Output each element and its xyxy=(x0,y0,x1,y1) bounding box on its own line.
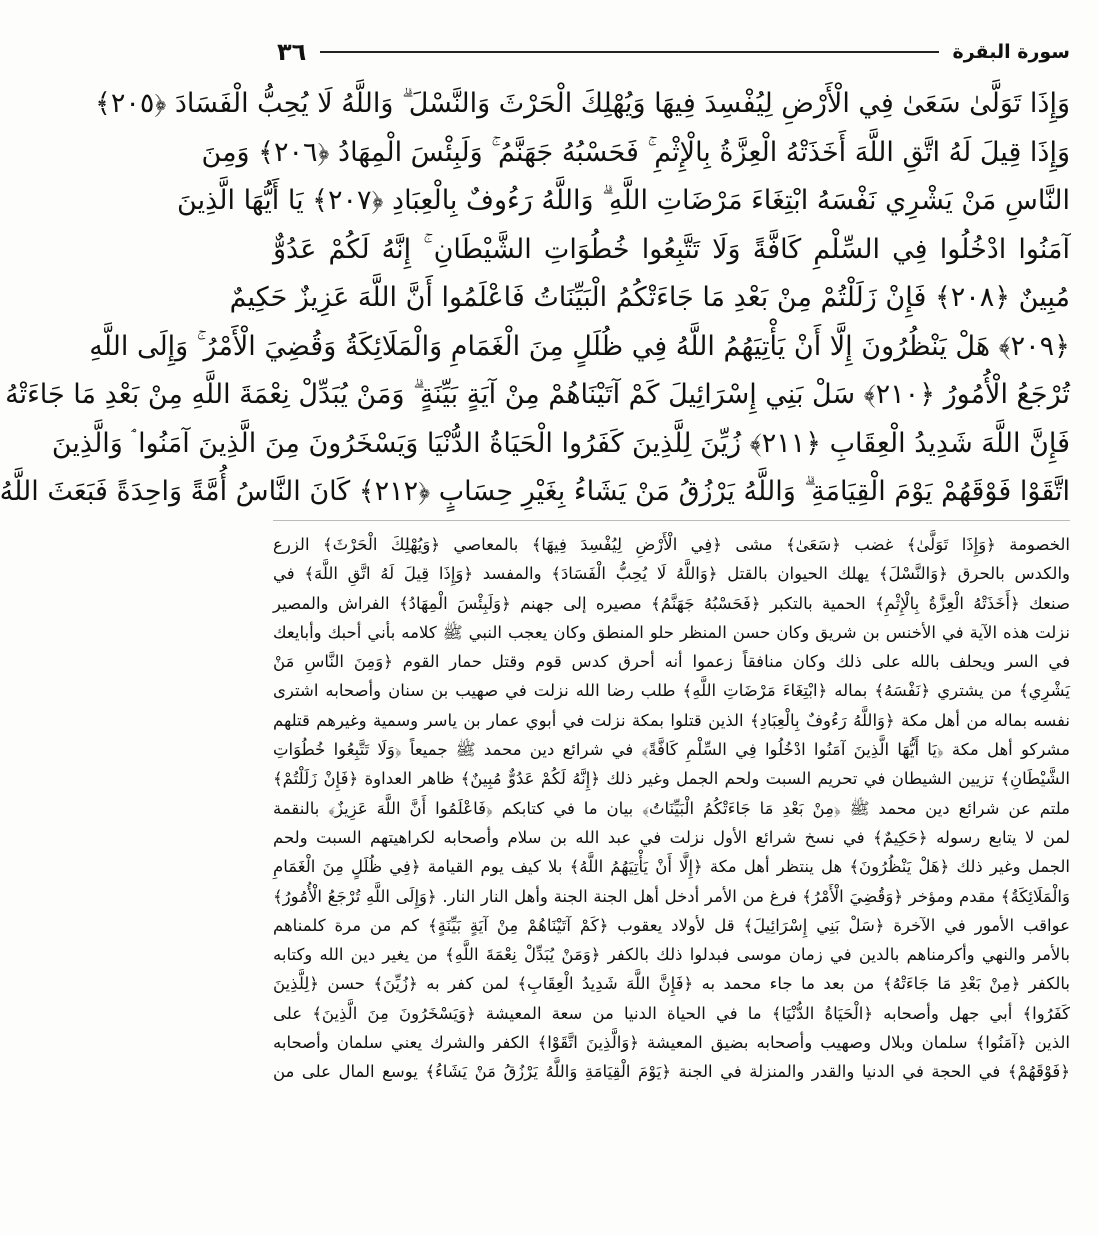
tafsir-line: الجمل وغير ذلك ﴿هَلْ يَنْظُرُونَ﴾ هل ينتظر أهل مكة ﴿إِلَّا أَنْ يَأْتِيَهُمُ اللَّهُ﴾ بلا كيف يوم القيامة ﴿فِي ظُلَلٍ مِنَ الْغَمَامِ xyxy=(273,857,1070,877)
tafsir-line: في السر ويحلف بالله على ذلك وكان منافقاً زعموا أنه أحرق كدس قوم وقتل حمار القوم ﴿وَمِنَ النَّاسِ مَنْ xyxy=(273,652,1070,672)
quran-line: اتَّقَوْا فَوْقَهُمْ يَوْمَ الْقِيَامَةِ ۗ وَاللَّهُ يَرْزُقُ مَنْ يَشَاءُ بِغَيْرِ حِسَابٍ ﴿٢١٢﴾ كَانَ النَّاسُ أُمَّةً وَاحِدَةً فَبَعَثَ اللَّهُ xyxy=(0,476,1070,507)
tafsir-line: بالكفر ﴿مِنْ بَعْدِ مَا جَاءَتْهُ﴾ من بعد ما جاء محمد به ﴿فَإِنَّ اللَّهَ شَدِيدُ الْعِقَابِ﴾ لمن كفر به ﴿زُيِّنَ﴾ حسن ﴿لِلَّذِينَ xyxy=(273,974,1070,994)
tafsir-line: نزلت هذه الآية في الأخنس بن شريق وكان حسن المنظر حلو المنطق وكان يعجب النبي ﷺ كلامه بأني أحبك وأبايعك xyxy=(273,622,1070,642)
section-divider xyxy=(273,520,1070,521)
tafsir-line: وَالْمَلَائِكَةُ﴾ مقدم ومؤخر ﴿وَقُضِيَ الْأَمْرُ﴾ فرغ من الأمر أدخل أهل الجنة الجنة وأهل النار النار. ﴿وَإِلَى اللَّهِ تُرْجَعُ الْأُمُورُ﴾ xyxy=(273,886,1070,906)
tafsir-line: كَفَرُوا﴾ أبي جهل وأصحابه ﴿الْحَيَاةُ الدُّنْيَا﴾ ما في الحياة الدنيا من سعة المعيشة ﴿وَيَسْخَرُونَ مِنَ الَّذِينَ﴾ على xyxy=(273,1003,1070,1023)
tafsir-line: الذين ﴿آمَنُوا﴾ سلمان وبلال وصهيب وأصحابه بضيق المعيشة ﴿وَالَّذِينَ اتَّقَوْا﴾ الكفر والشرك يعني سلمان وأصحابه xyxy=(273,1033,1070,1053)
tafsir-line: بالأمر والنهي وأكرمناهم بالدين في زمان موسى فبدلوا ذلك بالكفر ﴿وَمَنْ يُبَدِّلْ نِعْمَةَ اللَّهِ﴾ من يغير دين الله وكتابه xyxy=(273,945,1070,965)
quran-line: النَّاسِ مَنْ يَشْرِي نَفْسَهُ ابْتِغَاءَ مَرْضَاتِ اللَّهِ ۗ وَاللَّهُ رَءُوفٌ بِالْعِبَادِ ﴿٢٠٧﴾ يَا أَيُّهَا الَّذِينَ xyxy=(177,185,1070,216)
quran-line: ﴿٢٠٩﴾ هَلْ يَنْظُرُونَ إِلَّا أَنْ يَأْتِيَهُمُ اللَّهُ فِي ظُلَلٍ مِنَ الْغَمَامِ وَالْمَلَائِكَةُ وَقُضِيَ الْأَمْرُ ۚ وَإِلَى اللَّهِ xyxy=(89,330,1070,362)
quran-line: وَإِذَا تَوَلَّىٰ سَعَىٰ فِي الْأَرْضِ لِيُفْسِدَ فِيهَا وَيُهْلِكَ الْحَرْثَ وَالنَّسْلَ ۗ وَاللَّهُ لَا يُحِبُّ الْفَسَادَ ﴿٢٠٥﴾ xyxy=(94,88,1070,119)
tafsir-line: الشَّيْطَانِ﴾ تزيين الشيطان في تحريم السبت ولحم الجمل وغير ذلك ﴿إِنَّهُ لَكُمْ عَدُوٌّ مُبِينٌ﴾ ظاهر العداوة ﴿فَإِنْ زَلَلْتُمْ﴾ xyxy=(273,769,1070,789)
tafsir-line: ملتم عن شرائع دين محمد ﷺ ﴿مِنْ بَعْدِ مَا جَاءَتْكُمُ الْبَيِّنَاتُ﴾ بيان ما في كتابكم ﴿فَاعْلَمُوا أَنَّ اللَّهَ عَزِيزٌ﴾ بالنقمة xyxy=(273,798,1070,818)
quran-line: فَإِنَّ اللَّهَ شَدِيدُ الْعِقَابِ ﴿٢١١﴾ زُيِّنَ لِلَّذِينَ كَفَرُوا الْحَيَاةُ الدُّنْيَا وَيَسْخَرُونَ مِنَ الَّذِينَ آمَنُوا ۘ وَالَّذِينَ xyxy=(51,427,1070,459)
tafsir-line: لمن لا يتابع رسوله ﴿حَكِيمٌ﴾ في نسخ شرائع الأول نزلت في عبد الله بن سلام وأصحابه لكراهيتهم السبت ولحم xyxy=(273,827,1070,847)
tafsir-line: عواقب الأمور في الآخرة ﴿سَلْ بَنِي إِسْرَائِيلَ﴾ قل لأولاد يعقوب ﴿كَمْ آتَيْنَاهُمْ مِنْ آيَةٍ بَيِّنَةٍ﴾ كم من مرة كلمناهم xyxy=(273,915,1070,935)
tafsir-line: ﴿فَوْقَهُمْ﴾ في الحجة في الدنيا والقدر والمنزلة في الجنة ﴿يَوْمَ الْقِيَامَةِ وَاللَّهُ يَرْزُقُ مَنْ يَشَاءُ﴾ يوسع المال على من xyxy=(273,1062,1070,1082)
surah-name: سورة البقرة xyxy=(952,41,1070,63)
tafsir-line: يَشْرِي﴾ من يشتري ﴿نَفْسَهُ﴾ بماله ﴿ابْتِغَاءَ مَرْضَاتِ اللَّهِ﴾ طلب رضا الله نزلت في صهيب بن سنان وأصحابه اشترى xyxy=(273,681,1070,701)
tafsir-line: مشركو أهل مكة ﴿يَا أَيُّهَا الَّذِينَ آمَنُوا ادْخُلُوا فِي السِّلْمِ كَافَّةً﴾ في شرائع دين محمد ﷺ جميعاً ﴿وَلَا تَتَّبِعُوا خُطُوَاتِ xyxy=(273,740,1070,760)
quran-line: مُبِينٌ ﴿٢٠٨﴾ فَإِنْ زَلَلْتُمْ مِنْ بَعْدِ مَا جَاءَتْكُمُ الْبَيِّنَاتُ فَاعْلَمُوا أَنَّ اللَّهَ عَزِيزٌ حَكِيمٌ xyxy=(229,282,1070,313)
page-header xyxy=(277,36,1070,68)
quran-line: وَإِذَا قِيلَ لَهُ اتَّقِ اللَّهَ أَخَذَتْهُ الْعِزَّةُ بِالْإِثْمِ ۚ فَحَسْبُهُ جَهَنَّمُ ۚ وَلَبِئْسَ الْمِهَادُ ﴿٢٠٦﴾ وَمِنَ xyxy=(201,136,1070,168)
quran-line: آمَنُوا ادْخُلُوا فِي السِّلْمِ كَافَّةً وَلَا تَتَّبِعُوا خُطُوَاتِ الشَّيْطَانِ ۚ إِنَّهُ لَكُمْ عَدُوٌّ xyxy=(273,233,1070,265)
quran-text-block xyxy=(0,80,1070,517)
tafsir-line: والكدس بالحرق ﴿وَالنَّسْلَ﴾ يهلك الحيوان بالقتل ﴿وَاللَّهُ لَا يُحِبُّ الْفَسَادَ﴾ والمفسد ﴿وَإِذَا قِيلَ لَهُ اتَّقِ اللَّهَ﴾ في xyxy=(273,564,1070,584)
page-number: ٣٦ xyxy=(277,38,307,66)
tafsir-line: صنعك ﴿أَخَذَتْهُ الْعِزَّةُ بِالْإِثْمِ﴾ الحمية بالتكبر ﴿فَحَسْبُهُ جَهَنَّمُ﴾ مصيره إلى جهنم ﴿وَلَبِئْسَ الْمِهَادُ﴾ الفراش والمصير xyxy=(273,593,1070,613)
tafsir-text-block xyxy=(273,530,1070,1087)
tafsir-line: نفسه بماله من أهل مكة ﴿وَاللَّهُ رَءُوفٌ بِالْعِبَادِ﴾ الذين قتلوا بمكة نزلت في أبوي عمار بن ياسر وسمية وغيرهم قتلهم xyxy=(273,710,1070,730)
tafsir-line: الخصومة ﴿وَإِذَا تَوَلَّىٰ﴾ غضب ﴿سَعَىٰ﴾ مشى ﴿فِي الْأَرْضِ لِيُفْسِدَ فِيهَا﴾ بالمعاصي ﴿وَيُهْلِكَ الْحَرْثَ﴾ الزرع xyxy=(273,535,1070,554)
quran-line: تُرْجَعُ الْأُمُورُ ﴿٢١٠﴾ سَلْ بَنِي إِسْرَائِيلَ كَمْ آتَيْنَاهُمْ مِنْ آيَةٍ بَيِّنَةٍ ۗ وَمَنْ يُبَدِّلْ نِعْمَةَ اللَّهِ مِنْ بَعْدِ مَا جَاءَتْهُ xyxy=(5,379,1070,410)
header-rule xyxy=(320,51,938,53)
